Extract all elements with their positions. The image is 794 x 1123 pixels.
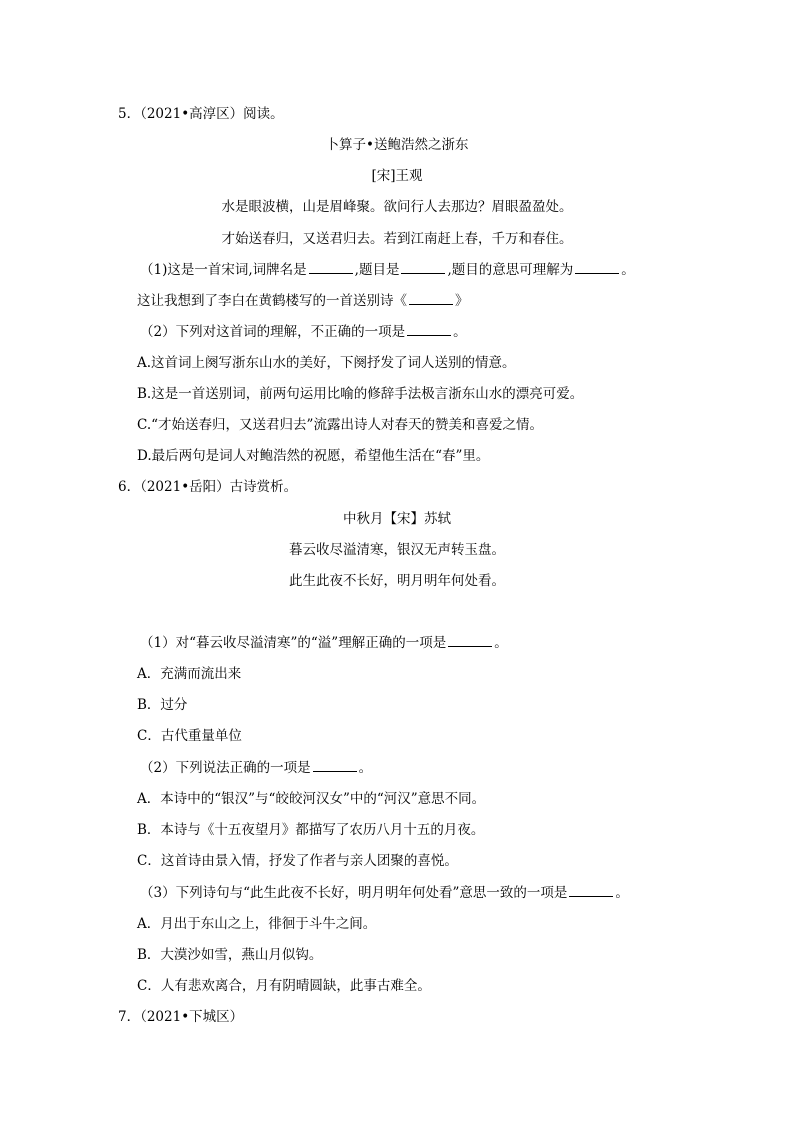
q6-sub2-option-b[interactable]: B．本诗与《十五夜望月》都描写了农历八月十五的月夜。 — [137, 822, 485, 838]
q6-sub3-option-a[interactable]: A．月出于东山之上，徘徊于斗牛之间。 — [137, 916, 377, 932]
q5-option-c[interactable]: C.“才始送春归，又送君归去”流露出诗人对春天的赞美和喜爱之情。 — [137, 417, 543, 433]
q6-sub2-option-a[interactable]: A．本诗中的“银汉”与“皎皎河汉女”中的“河汉”意思不同。 — [137, 791, 486, 807]
q5-sub1-text-d: 。 — [621, 262, 635, 278]
q5-poem-line-1: 水是眼波横，山是眉峰聚。欲问行人去那边？眉眼盈盈处。 — [221, 199, 573, 215]
q5-header: 5．（2021•高淳区）阅读。 — [118, 106, 284, 122]
answer-blank[interactable] — [309, 261, 353, 274]
answer-blank[interactable] — [448, 634, 492, 647]
q5-poem-line-2: 才始送春归，又送君归去。若到江南赶上春，千万和春住。 — [221, 231, 573, 247]
q6-sub1-text-b: 。 — [494, 635, 508, 651]
answer-blank[interactable] — [401, 261, 445, 274]
q6-sub1 — [140, 633, 508, 653]
q6-sub1-option-a[interactable]: A．充满而流出来 — [137, 666, 242, 682]
q5-sub1-line2-text-b: 》 — [455, 293, 469, 309]
q5-sub2-text-b: 。 — [453, 324, 467, 340]
q5-sub1 — [140, 260, 635, 280]
q6-sub2-text-a: （2）下列说法正确的一项是 — [140, 760, 311, 776]
q5-sub1-line2-text-a: 这让我想到了李白在黄鹤楼写的一首送别诗《 — [137, 293, 407, 309]
q5-option-d[interactable]: D.最后两句是词人对鲍浩然的祝愿，希望他生活在“春”里。 — [137, 448, 490, 464]
q6-sub2-option-c[interactable]: C．这首诗由景入情，抒发了作者与亲人团聚的喜悦。 — [137, 853, 458, 869]
q6-header: 6．（2021•岳阳）古诗赏析。 — [118, 479, 298, 495]
q6-sub1-text-a: （1）对“暮云收尽溢清寒”的“溢”理解正确的一项是 — [140, 635, 447, 651]
q5-poem-title: 卜算子•送鲍浩然之浙东 — [325, 137, 469, 153]
q6-sub2 — [140, 758, 372, 778]
q6-sub3-option-c[interactable]: C．人有悲欢离合，月有阴晴圆缺，此事古难全。 — [137, 978, 431, 994]
q5-sub2 — [140, 322, 467, 342]
q6-sub3 — [140, 883, 629, 903]
answer-blank[interactable] — [313, 759, 357, 772]
q6-poem-line-2: 此生此夜不长好，明月明年何处看。 — [289, 573, 505, 589]
q6-sub3-text-b: 。 — [615, 885, 629, 901]
q7-header: 7．（2021•下城区） — [118, 1009, 244, 1025]
q5-sub1-line2 — [137, 291, 469, 311]
q5-option-a[interactable]: A.这首词上阕写浙东山水的美好，下阕抒发了词人送别的情意。 — [137, 355, 516, 371]
answer-blank[interactable] — [575, 261, 619, 274]
q5-poem-author: [宋]王观 — [371, 168, 423, 184]
q6-sub1-option-b[interactable]: B．过分 — [137, 697, 188, 713]
q6-poem-line-1: 暮云收尽溢清寒，银汉无声转玉盘。 — [289, 542, 505, 558]
q6-sub1-option-c[interactable]: C．古代重量单位 — [137, 728, 242, 744]
answer-blank[interactable] — [407, 323, 451, 336]
answer-blank[interactable] — [569, 884, 613, 897]
q6-sub3-option-b[interactable]: B．大漠沙如雪，燕山月似钩。 — [137, 947, 323, 963]
q6-sub3-text-a: （3）下列诗句与“此生此夜不长好，明月明年何处看”意思一致的一项是 — [140, 885, 568, 901]
q5-sub1-text-b: ,题目是 — [354, 262, 400, 278]
q5-sub1-text-c: ,题目的意思可理解为 — [447, 262, 574, 278]
q5-sub1-text-a: （1)这是一首宋词,词牌名是 — [140, 262, 307, 278]
q6-sub2-text-b: 。 — [358, 760, 373, 776]
q5-option-b[interactable]: B.这是一首送别词，前两句运用比喻的修辞手法极言浙东山水的漂亮可爱。 — [137, 386, 584, 402]
answer-blank[interactable] — [409, 292, 453, 305]
q6-poem-title: 中秋月【宋】苏轼 — [343, 511, 451, 527]
q5-sub2-text-a: （2）下列对这首词的理解，不正确的一项是 — [140, 324, 406, 340]
